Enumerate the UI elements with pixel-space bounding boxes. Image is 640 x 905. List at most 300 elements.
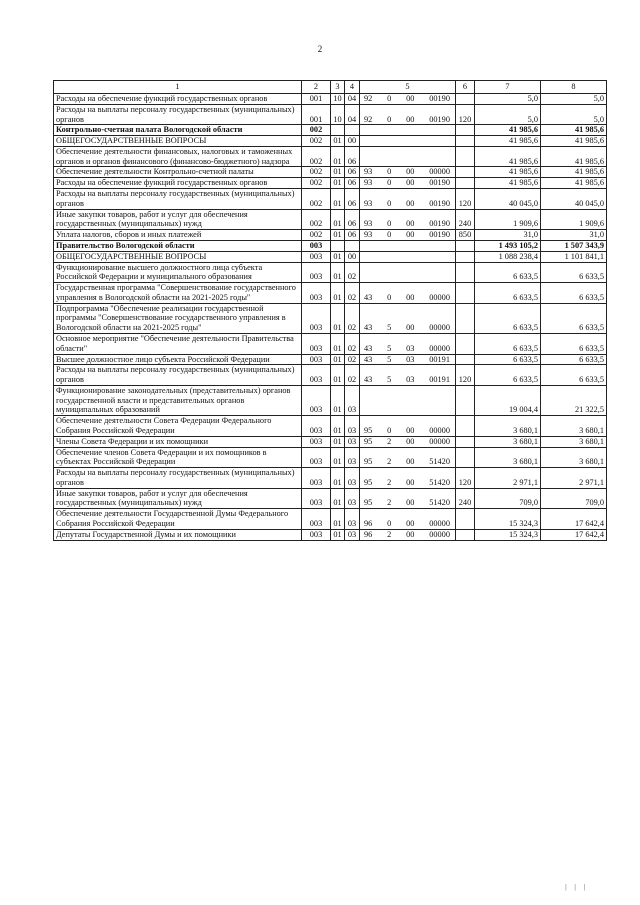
subsection-code-cell: 03 <box>345 468 360 489</box>
grbs-code-cell: 003 <box>302 333 331 354</box>
table-row <box>54 283 607 304</box>
amount-year2-cell: 1 909,6 <box>541 209 607 230</box>
amount-year2-cell: 17 642,4 <box>541 529 607 540</box>
amount-year2-cell: 31,0 <box>541 230 607 241</box>
target-article-part: 00000 <box>429 426 450 435</box>
target-article-part: 93 <box>364 230 373 240</box>
amount-year2-cell: 1 507 343,9 <box>541 240 607 251</box>
section-code-cell: 01 <box>331 333 345 354</box>
section-code-cell <box>331 125 345 136</box>
target-article-part: 00 <box>406 230 415 240</box>
expense-name-cell: Уплата налогов, сборов и иных платежей <box>54 230 302 241</box>
expense-name-cell: Обеспечение деятельности Государственной Думы Федерального Собрания Российской Федерации <box>54 509 302 530</box>
amount-year2-cell: 6 633,5 <box>541 303 607 333</box>
target-article-part: 43 <box>364 323 373 333</box>
amount-year2-cell: 41 985,6 <box>541 125 607 136</box>
grbs-code-cell: 003 <box>302 529 331 540</box>
amount-year1-cell: 2 971,1 <box>475 468 541 489</box>
grbs-code-cell: 003 <box>302 447 331 468</box>
section-code-cell: 01 <box>331 436 345 447</box>
expense-type-cell: 120 <box>456 365 475 386</box>
target-article-cell <box>360 488 456 509</box>
grbs-code-cell: 002 <box>302 230 331 241</box>
target-article-code <box>362 375 453 385</box>
target-article-part: 00191 <box>429 375 450 385</box>
target-article-part: 00 <box>406 198 415 208</box>
section-code-cell: 01 <box>331 385 345 415</box>
target-article-part: 00 <box>406 94 415 103</box>
target-article-code <box>362 457 453 467</box>
target-article-cell <box>360 251 456 262</box>
target-article-part: 5 <box>387 343 392 353</box>
section-code-cell: 01 <box>331 167 345 178</box>
target-article-part: 43 <box>364 375 373 385</box>
target-article-part: 00190 <box>429 114 450 124</box>
subsection-code-cell: 02 <box>345 333 360 354</box>
target-article-part: 2 <box>387 436 392 446</box>
expense-name-cell: Обеспечение деятельности финансовых, налоговых и таможенных органов и органов финансового (финансово-бюджетного) надзора <box>54 146 302 167</box>
header-cell: 2 <box>302 81 331 94</box>
amount-year1-cell: 3 680,1 <box>475 436 541 447</box>
subsection-code-cell: 06 <box>345 189 360 210</box>
target-article-part: 00000 <box>429 323 450 333</box>
target-article-part: 95 <box>364 426 373 435</box>
target-article-part: 51420 <box>429 498 450 508</box>
target-article-cell <box>360 178 456 189</box>
expense-type-cell <box>456 303 475 333</box>
subsection-code-cell: 03 <box>345 529 360 540</box>
expense-type-cell <box>456 94 475 105</box>
amount-year1-cell: 3 680,1 <box>475 416 541 437</box>
amount-year2-cell: 6 633,5 <box>541 354 607 365</box>
expense-name-cell: Основное мероприятие "Обеспечение деятельности Правительства области" <box>54 333 302 354</box>
amount-year1-cell: 6 633,5 <box>475 303 541 333</box>
amount-year2-cell: 6 633,5 <box>541 262 607 283</box>
amount-year1-cell: 15 324,3 <box>475 509 541 530</box>
target-article-part: 00000 <box>429 529 450 539</box>
section-code-cell: 10 <box>331 94 345 105</box>
subsection-code-cell: 06 <box>345 167 360 178</box>
header-cell: 4 <box>345 81 360 94</box>
target-article-cell <box>360 529 456 540</box>
subsection-code-cell: 03 <box>345 416 360 437</box>
table-row <box>54 529 607 540</box>
subsection-code-cell: 06 <box>345 209 360 230</box>
grbs-code-cell: 003 <box>302 385 331 415</box>
target-article-part: 2 <box>387 477 392 487</box>
subsection-code-cell: 02 <box>345 303 360 333</box>
target-article-cell <box>360 94 456 105</box>
target-article-part: 95 <box>364 457 373 467</box>
expense-name-cell: Правительство Вологодской области <box>54 240 302 251</box>
target-article-code <box>362 199 453 209</box>
expense-type-cell <box>456 354 475 365</box>
target-article-part: 00000 <box>429 343 450 353</box>
table-row <box>54 146 607 167</box>
target-article-part: 00 <box>406 219 415 229</box>
expense-name-cell: Расходы на выплаты персоналу государственных (муниципальных) органов <box>54 104 302 125</box>
expense-name-cell: Депутаты Государственной Думы и их помощники <box>54 529 302 540</box>
amount-year2-cell: 17 642,4 <box>541 509 607 530</box>
target-article-cell <box>360 230 456 241</box>
target-article-cell <box>360 365 456 386</box>
target-article-part: 5 <box>387 323 392 333</box>
subsection-code-cell <box>345 240 360 251</box>
subsection-code-cell: 03 <box>345 436 360 447</box>
target-article-part: 96 <box>364 529 373 539</box>
expense-name-cell: Расходы на обеспечение функций государственных органов <box>54 178 302 189</box>
target-article-part: 00 <box>406 323 415 333</box>
target-article-code <box>362 426 453 436</box>
target-article-part: 93 <box>364 167 373 177</box>
target-article-code <box>362 230 453 240</box>
target-article-part: 0 <box>387 292 392 302</box>
expense-name-cell: Функционирование законодательных (представительных) органов государственной власти и представительных органов муниципальных образований <box>54 385 302 415</box>
target-article-cell <box>360 385 456 415</box>
header-row <box>54 81 607 94</box>
amount-year2-cell: 41 985,6 <box>541 178 607 189</box>
target-article-cell <box>360 209 456 230</box>
target-article-part: 00 <box>406 426 415 435</box>
expense-name-cell: Расходы на обеспечение функций государственных органов <box>54 94 302 105</box>
expense-name-cell: Расходы на выплаты персоналу государственных (муниципальных) органов <box>54 468 302 489</box>
subsection-code-cell: 06 <box>345 146 360 167</box>
header-cell: 3 <box>331 81 345 94</box>
amount-year2-cell: 3 680,1 <box>541 436 607 447</box>
amount-year2-cell: 5,0 <box>541 104 607 125</box>
target-article-part: 00 <box>406 292 415 302</box>
amount-year1-cell: 31,0 <box>475 230 541 241</box>
target-article-code <box>362 219 453 229</box>
target-article-part: 03 <box>406 343 415 353</box>
expense-name-cell: Обеспечение членов Совета Федерации и их помощников в субъектах Российской Федерации <box>54 447 302 468</box>
target-article-part: 00190 <box>429 230 450 240</box>
amount-year1-cell: 709,0 <box>475 488 541 509</box>
target-article-part: 0 <box>387 94 392 103</box>
target-article-cell <box>360 167 456 178</box>
amount-year1-cell: 41 985,6 <box>475 167 541 178</box>
table-row <box>54 240 607 251</box>
section-code-cell: 01 <box>331 146 345 167</box>
target-article-part: 00 <box>406 519 415 529</box>
grbs-code-cell: 003 <box>302 365 331 386</box>
expense-name-cell: Расходы на выплаты персоналу государственных (муниципальных) органов <box>54 189 302 210</box>
table-row <box>54 333 607 354</box>
table-row <box>54 468 607 489</box>
section-code-cell: 01 <box>331 136 345 147</box>
expense-type-cell <box>456 146 475 167</box>
header-cell: 5 <box>360 81 456 94</box>
target-article-part: 0 <box>387 519 392 529</box>
expense-name-cell: ОБЩЕГОСУДАРСТВЕННЫЕ ВОПРОСЫ <box>54 136 302 147</box>
amount-year1-cell: 1 493 105,2 <box>475 240 541 251</box>
expense-type-cell <box>456 251 475 262</box>
section-code-cell: 01 <box>331 262 345 283</box>
grbs-code-cell: 002 <box>302 125 331 136</box>
amount-year1-cell: 40 045,0 <box>475 189 541 210</box>
target-article-part: 0 <box>387 219 392 229</box>
grbs-code-cell: 003 <box>302 488 331 509</box>
expense-name-cell: Государственная программа "Совершенствование государственного управления в Вологодской области на 2021-2025 годы" <box>54 283 302 304</box>
section-code-cell: 01 <box>331 303 345 333</box>
target-article-cell <box>360 447 456 468</box>
amount-year2-cell: 6 633,5 <box>541 333 607 354</box>
target-article-cell <box>360 189 456 210</box>
expense-type-cell <box>456 436 475 447</box>
subsection-code-cell: 06 <box>345 178 360 189</box>
section-code-cell: 01 <box>331 416 345 437</box>
section-code-cell: 01 <box>331 365 345 386</box>
expense-type-cell <box>456 283 475 304</box>
amount-year2-cell: 40 045,0 <box>541 189 607 210</box>
amount-year1-cell: 41 985,6 <box>475 146 541 167</box>
target-article-part: 96 <box>364 519 373 529</box>
target-article-part: 0 <box>387 178 392 188</box>
section-code-cell: 01 <box>331 488 345 509</box>
table-row <box>54 178 607 189</box>
amount-year2-cell: 41 985,6 <box>541 146 607 167</box>
target-article-part: 93 <box>364 219 373 229</box>
table-row <box>54 436 607 447</box>
target-article-part: 00191 <box>429 354 450 364</box>
target-article-part: 51420 <box>429 477 450 487</box>
expense-type-cell <box>456 447 475 468</box>
expense-type-cell <box>456 416 475 437</box>
target-article-part: 2 <box>387 498 392 508</box>
subsection-code-cell: 02 <box>345 365 360 386</box>
target-article-part: 5 <box>387 375 392 385</box>
section-code-cell: 01 <box>331 509 345 530</box>
target-article-cell <box>360 416 456 437</box>
budget-table <box>53 80 607 541</box>
target-article-part: 2 <box>387 457 392 467</box>
subsection-code-cell: 03 <box>345 447 360 468</box>
footer-mark: | | | <box>565 883 588 891</box>
target-article-cell <box>360 146 456 167</box>
table-row <box>54 354 607 365</box>
table-row <box>54 136 607 147</box>
target-article-part: 00 <box>406 114 415 124</box>
grbs-code-cell: 002 <box>302 146 331 167</box>
target-article-code <box>362 530 453 540</box>
target-article-code <box>362 519 453 529</box>
expense-name-cell: Расходы на выплаты персоналу государственных (муниципальных) органов <box>54 365 302 386</box>
target-article-part: 5 <box>387 354 392 364</box>
target-article-cell <box>360 240 456 251</box>
expense-type-cell <box>456 509 475 530</box>
grbs-code-cell: 002 <box>302 209 331 230</box>
target-article-part: 00000 <box>429 519 450 529</box>
target-article-part: 00 <box>406 457 415 467</box>
section-code-cell <box>331 240 345 251</box>
grbs-code-cell: 002 <box>302 189 331 210</box>
expense-type-cell: 850 <box>456 230 475 241</box>
subsection-code-cell: 04 <box>345 104 360 125</box>
expense-name-cell: Контрольно-счетная палата Вологодской области <box>54 125 302 136</box>
target-article-part: 00190 <box>429 198 450 208</box>
header-cell: 1 <box>54 81 302 94</box>
expense-type-cell <box>456 167 475 178</box>
amount-year2-cell: 3 680,1 <box>541 416 607 437</box>
target-article-cell <box>360 509 456 530</box>
target-article-part: 95 <box>364 498 373 508</box>
target-article-part: 00 <box>406 498 415 508</box>
section-code-cell: 01 <box>331 189 345 210</box>
expense-name-cell: Высшее должностное лицо субъекта Российской Федерации <box>54 354 302 365</box>
target-article-part: 03 <box>406 354 415 364</box>
expense-name-cell: Иные закупки товаров, работ и услуг для обеспечения государственных (муниципальных) нужд <box>54 488 302 509</box>
target-article-code <box>362 437 453 447</box>
amount-year2-cell: 5,0 <box>541 94 607 105</box>
table-row <box>54 365 607 386</box>
grbs-code-cell: 003 <box>302 354 331 365</box>
table-row <box>54 509 607 530</box>
section-code-cell: 01 <box>331 230 345 241</box>
target-article-cell <box>360 104 456 125</box>
table-row <box>54 94 607 105</box>
header-cell: 6 <box>456 81 475 94</box>
table-row <box>54 167 607 178</box>
subsection-code-cell: 00 <box>345 251 360 262</box>
target-article-code <box>362 115 453 125</box>
expense-name-cell: Иные закупки товаров, работ и услуг для обеспечения государственных (муниципальных) нужд <box>54 209 302 230</box>
expense-type-cell <box>456 125 475 136</box>
target-article-part: 92 <box>364 114 373 124</box>
target-article-part: 43 <box>364 354 373 364</box>
amount-year1-cell: 6 633,5 <box>475 333 541 354</box>
amount-year2-cell: 21 322,5 <box>541 385 607 415</box>
expense-type-cell: 120 <box>456 104 475 125</box>
amount-year1-cell: 5,0 <box>475 104 541 125</box>
amount-year2-cell: 3 680,1 <box>541 447 607 468</box>
target-article-part: 00 <box>406 167 415 177</box>
target-article-part: 00 <box>406 529 415 539</box>
grbs-code-cell: 003 <box>302 283 331 304</box>
subsection-code-cell: 03 <box>345 509 360 530</box>
section-code-cell: 10 <box>331 104 345 125</box>
page-number: 2 <box>317 44 323 54</box>
amount-year1-cell: 6 633,5 <box>475 365 541 386</box>
grbs-code-cell: 002 <box>302 178 331 189</box>
target-article-part: 00 <box>406 477 415 487</box>
target-article-cell <box>360 262 456 283</box>
expense-type-cell: 120 <box>456 468 475 489</box>
target-article-part: 2 <box>387 529 392 539</box>
target-article-code <box>362 323 453 333</box>
grbs-code-cell: 002 <box>302 136 331 147</box>
grbs-code-cell: 002 <box>302 167 331 178</box>
grbs-code-cell: 003 <box>302 251 331 262</box>
target-article-part: 00 <box>406 436 415 446</box>
section-code-cell: 01 <box>331 283 345 304</box>
target-article-part: 00000 <box>429 292 450 302</box>
grbs-code-cell: 001 <box>302 104 331 125</box>
grbs-code-cell: 003 <box>302 303 331 333</box>
expense-type-cell <box>456 178 475 189</box>
amount-year1-cell: 6 633,5 <box>475 283 541 304</box>
expense-type-cell <box>456 136 475 147</box>
expense-type-cell <box>456 262 475 283</box>
target-article-part: 93 <box>364 198 373 208</box>
subsection-code-cell: 02 <box>345 354 360 365</box>
table-row <box>54 385 607 415</box>
expense-name-cell: Члены Совета Федерации и их помощники <box>54 436 302 447</box>
subsection-code-cell: 04 <box>345 94 360 105</box>
expense-name-cell: Функционирование высшего должностного лица субъекта Российской Федерации и муниципального образования <box>54 262 302 283</box>
target-article-part: 00190 <box>429 219 450 229</box>
grbs-code-cell: 001 <box>302 94 331 105</box>
grbs-code-cell: 003 <box>302 262 331 283</box>
target-article-part: 51420 <box>429 457 450 467</box>
target-article-part: 00000 <box>429 436 450 446</box>
expense-name-cell: Подпрограмма "Обеспечение реализации государственной программы "Совершенствование государственного управления в Вологодской области на 2021-2025 годы" <box>54 303 302 333</box>
target-article-code <box>362 94 453 104</box>
target-article-code <box>362 355 453 365</box>
section-code-cell: 01 <box>331 447 345 468</box>
table-body <box>54 94 607 541</box>
target-article-cell <box>360 436 456 447</box>
target-article-cell <box>360 354 456 365</box>
amount-year1-cell: 5,0 <box>475 94 541 105</box>
table-row <box>54 209 607 230</box>
section-code-cell: 01 <box>331 209 345 230</box>
section-code-cell: 01 <box>331 178 345 189</box>
target-article-part: 0 <box>387 114 392 124</box>
table-row <box>54 416 607 437</box>
target-article-cell <box>360 125 456 136</box>
table-row <box>54 303 607 333</box>
target-article-part: 00190 <box>429 94 450 103</box>
table-row <box>54 262 607 283</box>
amount-year1-cell: 41 985,6 <box>475 136 541 147</box>
amount-year1-cell: 3 680,1 <box>475 447 541 468</box>
subsection-code-cell: 03 <box>345 385 360 415</box>
section-code-cell: 01 <box>331 468 345 489</box>
subsection-code-cell: 06 <box>345 230 360 241</box>
header-cell: 8 <box>541 81 607 94</box>
amount-year1-cell: 15 324,3 <box>475 529 541 540</box>
target-article-part: 0 <box>387 426 392 435</box>
target-article-part: 00000 <box>429 167 450 177</box>
amount-year2-cell: 6 633,5 <box>541 365 607 386</box>
expense-type-cell <box>456 385 475 415</box>
subsection-code-cell: 02 <box>345 262 360 283</box>
target-article-cell <box>360 136 456 147</box>
amount-year2-cell: 1 101 841,1 <box>541 251 607 262</box>
expense-name-cell: Обеспечение деятельности Контрольно-счетной палаты <box>54 167 302 178</box>
expense-type-cell <box>456 529 475 540</box>
amount-year2-cell: 41 985,6 <box>541 167 607 178</box>
target-article-code <box>362 478 453 488</box>
grbs-code-cell: 003 <box>302 240 331 251</box>
amount-year1-cell: 41 985,6 <box>475 125 541 136</box>
expense-type-cell <box>456 333 475 354</box>
section-code-cell: 01 <box>331 354 345 365</box>
expense-type-cell: 240 <box>456 209 475 230</box>
target-article-code <box>362 344 453 354</box>
target-article-part: 0 <box>387 230 392 240</box>
target-article-part: 95 <box>364 436 373 446</box>
expense-name-cell: Обеспечение деятельности Совета Федерации Федерального Собрания Российской Федерации <box>54 416 302 437</box>
target-article-part: 43 <box>364 343 373 353</box>
grbs-code-cell: 003 <box>302 468 331 489</box>
grbs-code-cell: 003 <box>302 416 331 437</box>
target-article-code <box>362 293 453 303</box>
amount-year2-cell: 709,0 <box>541 488 607 509</box>
expense-type-cell: 240 <box>456 488 475 509</box>
target-article-cell <box>360 303 456 333</box>
target-article-cell <box>360 333 456 354</box>
